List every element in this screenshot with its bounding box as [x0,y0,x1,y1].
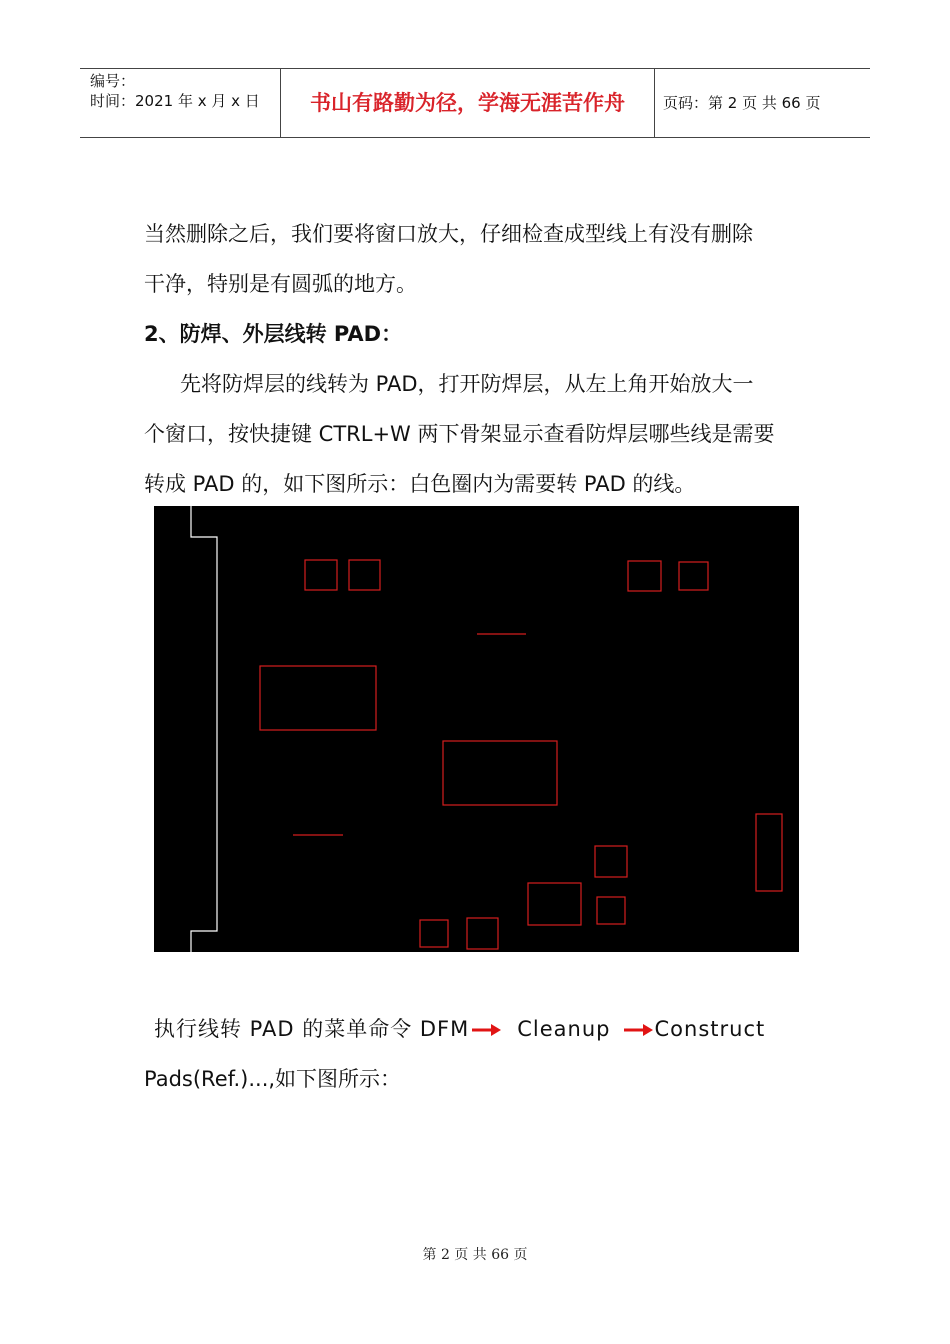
pad-outline [756,814,782,891]
paragraph-1-line-2: 干净，特别是有圆弧的地方。 [144,272,417,296]
pad-outline [597,897,625,924]
soldermask-canvas [154,506,799,952]
header-page-info: 页码：第 2 页 共 66 页 [663,94,821,112]
header-divider-right [654,69,655,137]
pad-outline [467,918,498,949]
soldermask-screenshot [154,506,799,952]
header-motto: 书山有路勤为径，学海无涯苦作舟 [310,90,625,115]
pad-outlines [260,560,782,949]
board-outline [191,506,217,952]
paragraph-2-line-3: 转成 PAD 的，如下图所示：白色圈内为需要转 PAD 的线。 [144,472,696,496]
header-number-label: 编号： [90,72,136,90]
paragraph-2-line-1: 先将防焊层的线转为 PAD，打开防焊层，从左上角开始放大一 [180,372,754,396]
paragraph-2-line-2: 个窗口，按快捷键 CTRL+W 两下骨架显示查看防焊层哪些线是需要 [144,422,775,446]
paragraph-1-line-1: 当然删除之后，我们要将窗口放大，仔细检查成型线上有没有删除 [144,222,753,246]
pad-outline [349,560,380,590]
menu-construct-label: Construct [654,1017,766,1041]
paragraph-3-line-1 [144,1004,808,1054]
header-meta [90,71,280,111]
pad-outline [528,883,581,925]
document-header [80,68,870,138]
menu-command-prefix: 执行线转 PAD 的菜单命令 DFM [154,1017,470,1041]
section-heading: 2、防焊、外层线转 PAD： [144,322,403,346]
paragraph-1 [144,209,808,309]
paragraph-3 [144,1004,808,1104]
pad-outline [443,741,557,805]
pad-outline [628,561,661,591]
paragraph-2 [144,359,808,509]
paragraph-3-line-2: Pads(Ref.)...,如下图所示： [144,1067,402,1091]
pad-outline [305,560,337,590]
header-time-label: 时间：2021 年 x 月 x 日 [90,92,260,110]
pad-outline [595,846,627,877]
pad-outline [260,666,376,730]
menu-cleanup-label: Cleanup [517,1017,611,1041]
arrow-right-icon [471,1024,501,1036]
pad-outline [679,562,708,590]
page-footer: 第 2 页 共 66 页 [422,1247,528,1263]
arrow-right-icon [623,1024,653,1036]
pad-outline [420,920,448,947]
